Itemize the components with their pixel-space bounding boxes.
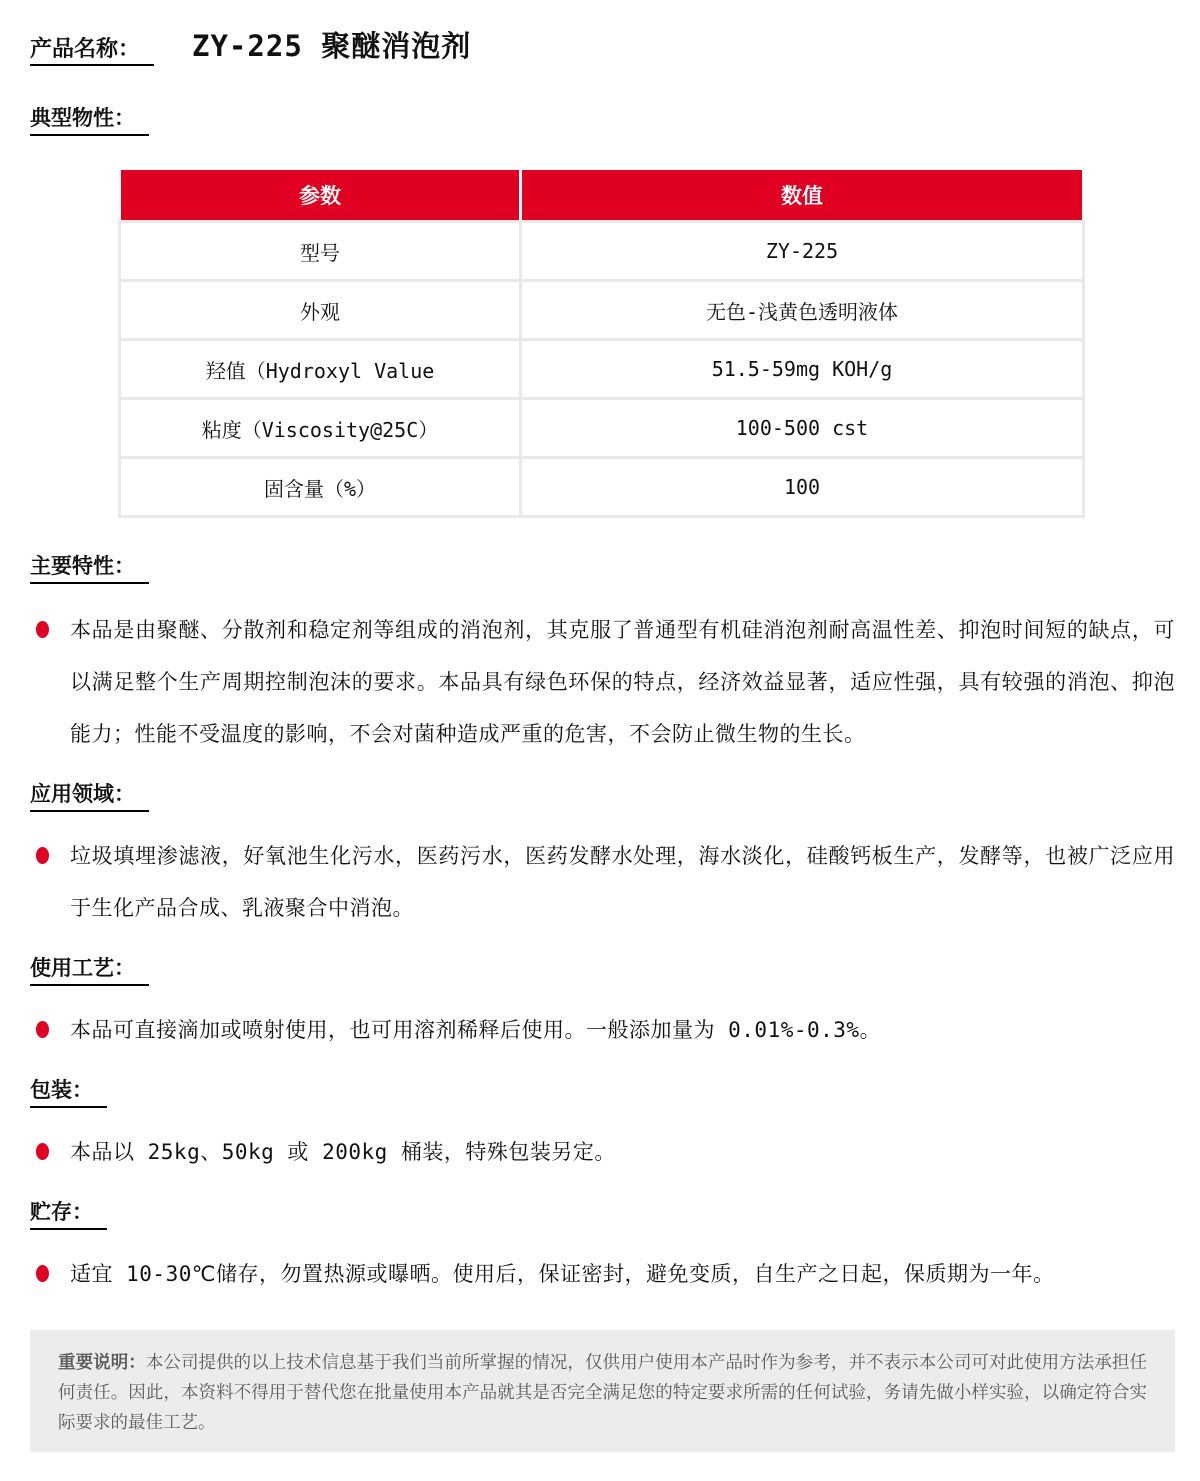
- application-areas-text: 垃圾填埋渗滤液，好氧池生化污水，医药污水，医药发酵水处理，海水淡化，硅酸钙板生产，发酵等，也被广泛应用于生化产品合成、乳液聚合中消泡。: [70, 844, 1175, 920]
- value-viscosity: 100-500 cst: [521, 399, 1084, 458]
- storage-text: 适宜 10-30℃储存，勿置热源或曝晒。使用后，保证密封，避免变质，自生产之日起，保质期为一年。: [70, 1262, 1055, 1286]
- value-solid-content: 100: [521, 458, 1084, 517]
- packaging-text: 本品以 25kg、50kg 或 200kg 桶装，特殊包装另定。: [70, 1140, 616, 1164]
- important-notice: [30, 1330, 1175, 1452]
- value-hydroxyl-value: 51.5-59mg KOH/g: [521, 340, 1084, 399]
- main-features-text: 本品是由聚醚、分散剂和稳定剂等组成的消泡剂，其克服了普通型有机硅消泡剂耐高温性差、抑泡时间短的缺点，可以满足整个生产周期控制泡沫的要求。本品具有绿色环保的特点，经济效益显著，适应性强，具有较强的消泡、抑泡能力；性能不受温度的影响，不会对菌种造成严重的危害，不会防止微生物的生长。: [70, 618, 1175, 746]
- table-header-row: [120, 169, 1084, 222]
- section-heading-storage: 贮存：: [30, 1198, 1175, 1230]
- table-header-parameter: 参数: [120, 169, 521, 222]
- bullet-item-storage: [30, 1248, 1175, 1300]
- table-row: [120, 281, 1084, 340]
- bullet-icon: [36, 1021, 49, 1038]
- usage-process-text: 本品可直接滴加或喷射使用，也可用溶剂稀释后使用。一般添加量为 0.01%-0.3%。: [70, 1018, 882, 1042]
- bullet-icon: [36, 621, 49, 638]
- section-heading-typical-properties: 典型物性：: [30, 104, 1175, 136]
- product-datasheet: [0, 24, 1200, 1452]
- param-model: 型号: [120, 222, 521, 281]
- section-heading-packaging: 包装：: [30, 1076, 1175, 1108]
- table-header-value: 数值: [521, 169, 1084, 222]
- param-appearance: 外观: [120, 281, 521, 340]
- param-viscosity: 粘度（Viscosity@25C）: [120, 399, 521, 458]
- section-heading-application-areas: 应用领域：: [30, 780, 1175, 812]
- value-model: ZY-225: [521, 222, 1084, 281]
- page-title: ZY-225 聚醚消泡剂: [192, 29, 472, 63]
- important-notice-label: 重要说明：: [58, 1353, 146, 1373]
- param-solid-content: 固含量（%）: [120, 458, 521, 517]
- bullet-item-main-features: [30, 604, 1175, 760]
- important-notice-text: 本公司提供的以上技术信息基于我们当前所掌握的情况，仅供用户使用本产品时作为参考，并不表示本公司可对此使用方法承担任何责任。因此，本资料不得用于替代您在批量使用本产品就其是否完全满足您的特定要求所需的任何试验，务请先做小样实验，以确定符合实际要求的最佳工艺。: [58, 1353, 1147, 1433]
- product-name-label: 产品名称：: [30, 32, 154, 66]
- table-row: [120, 222, 1084, 281]
- bullet-icon: [36, 1143, 49, 1160]
- section-heading-main-features: 主要特性：: [30, 552, 1175, 584]
- table-row: [120, 399, 1084, 458]
- table-row: [120, 458, 1084, 517]
- bullet-item-application-areas: [30, 830, 1175, 934]
- param-hydroxyl-value: 羟值（Hydroxyl Value: [120, 340, 521, 399]
- table-row: [120, 340, 1084, 399]
- value-appearance: 无色-浅黄色透明液体: [521, 281, 1084, 340]
- bullet-item-usage-process: [30, 1004, 1175, 1056]
- title-row: [30, 24, 1175, 66]
- bullet-icon: [36, 1265, 49, 1282]
- properties-table: [118, 167, 1085, 518]
- bullet-item-packaging: [30, 1126, 1175, 1178]
- bullet-icon: [36, 847, 49, 864]
- section-heading-usage-process: 使用工艺：: [30, 954, 1175, 986]
